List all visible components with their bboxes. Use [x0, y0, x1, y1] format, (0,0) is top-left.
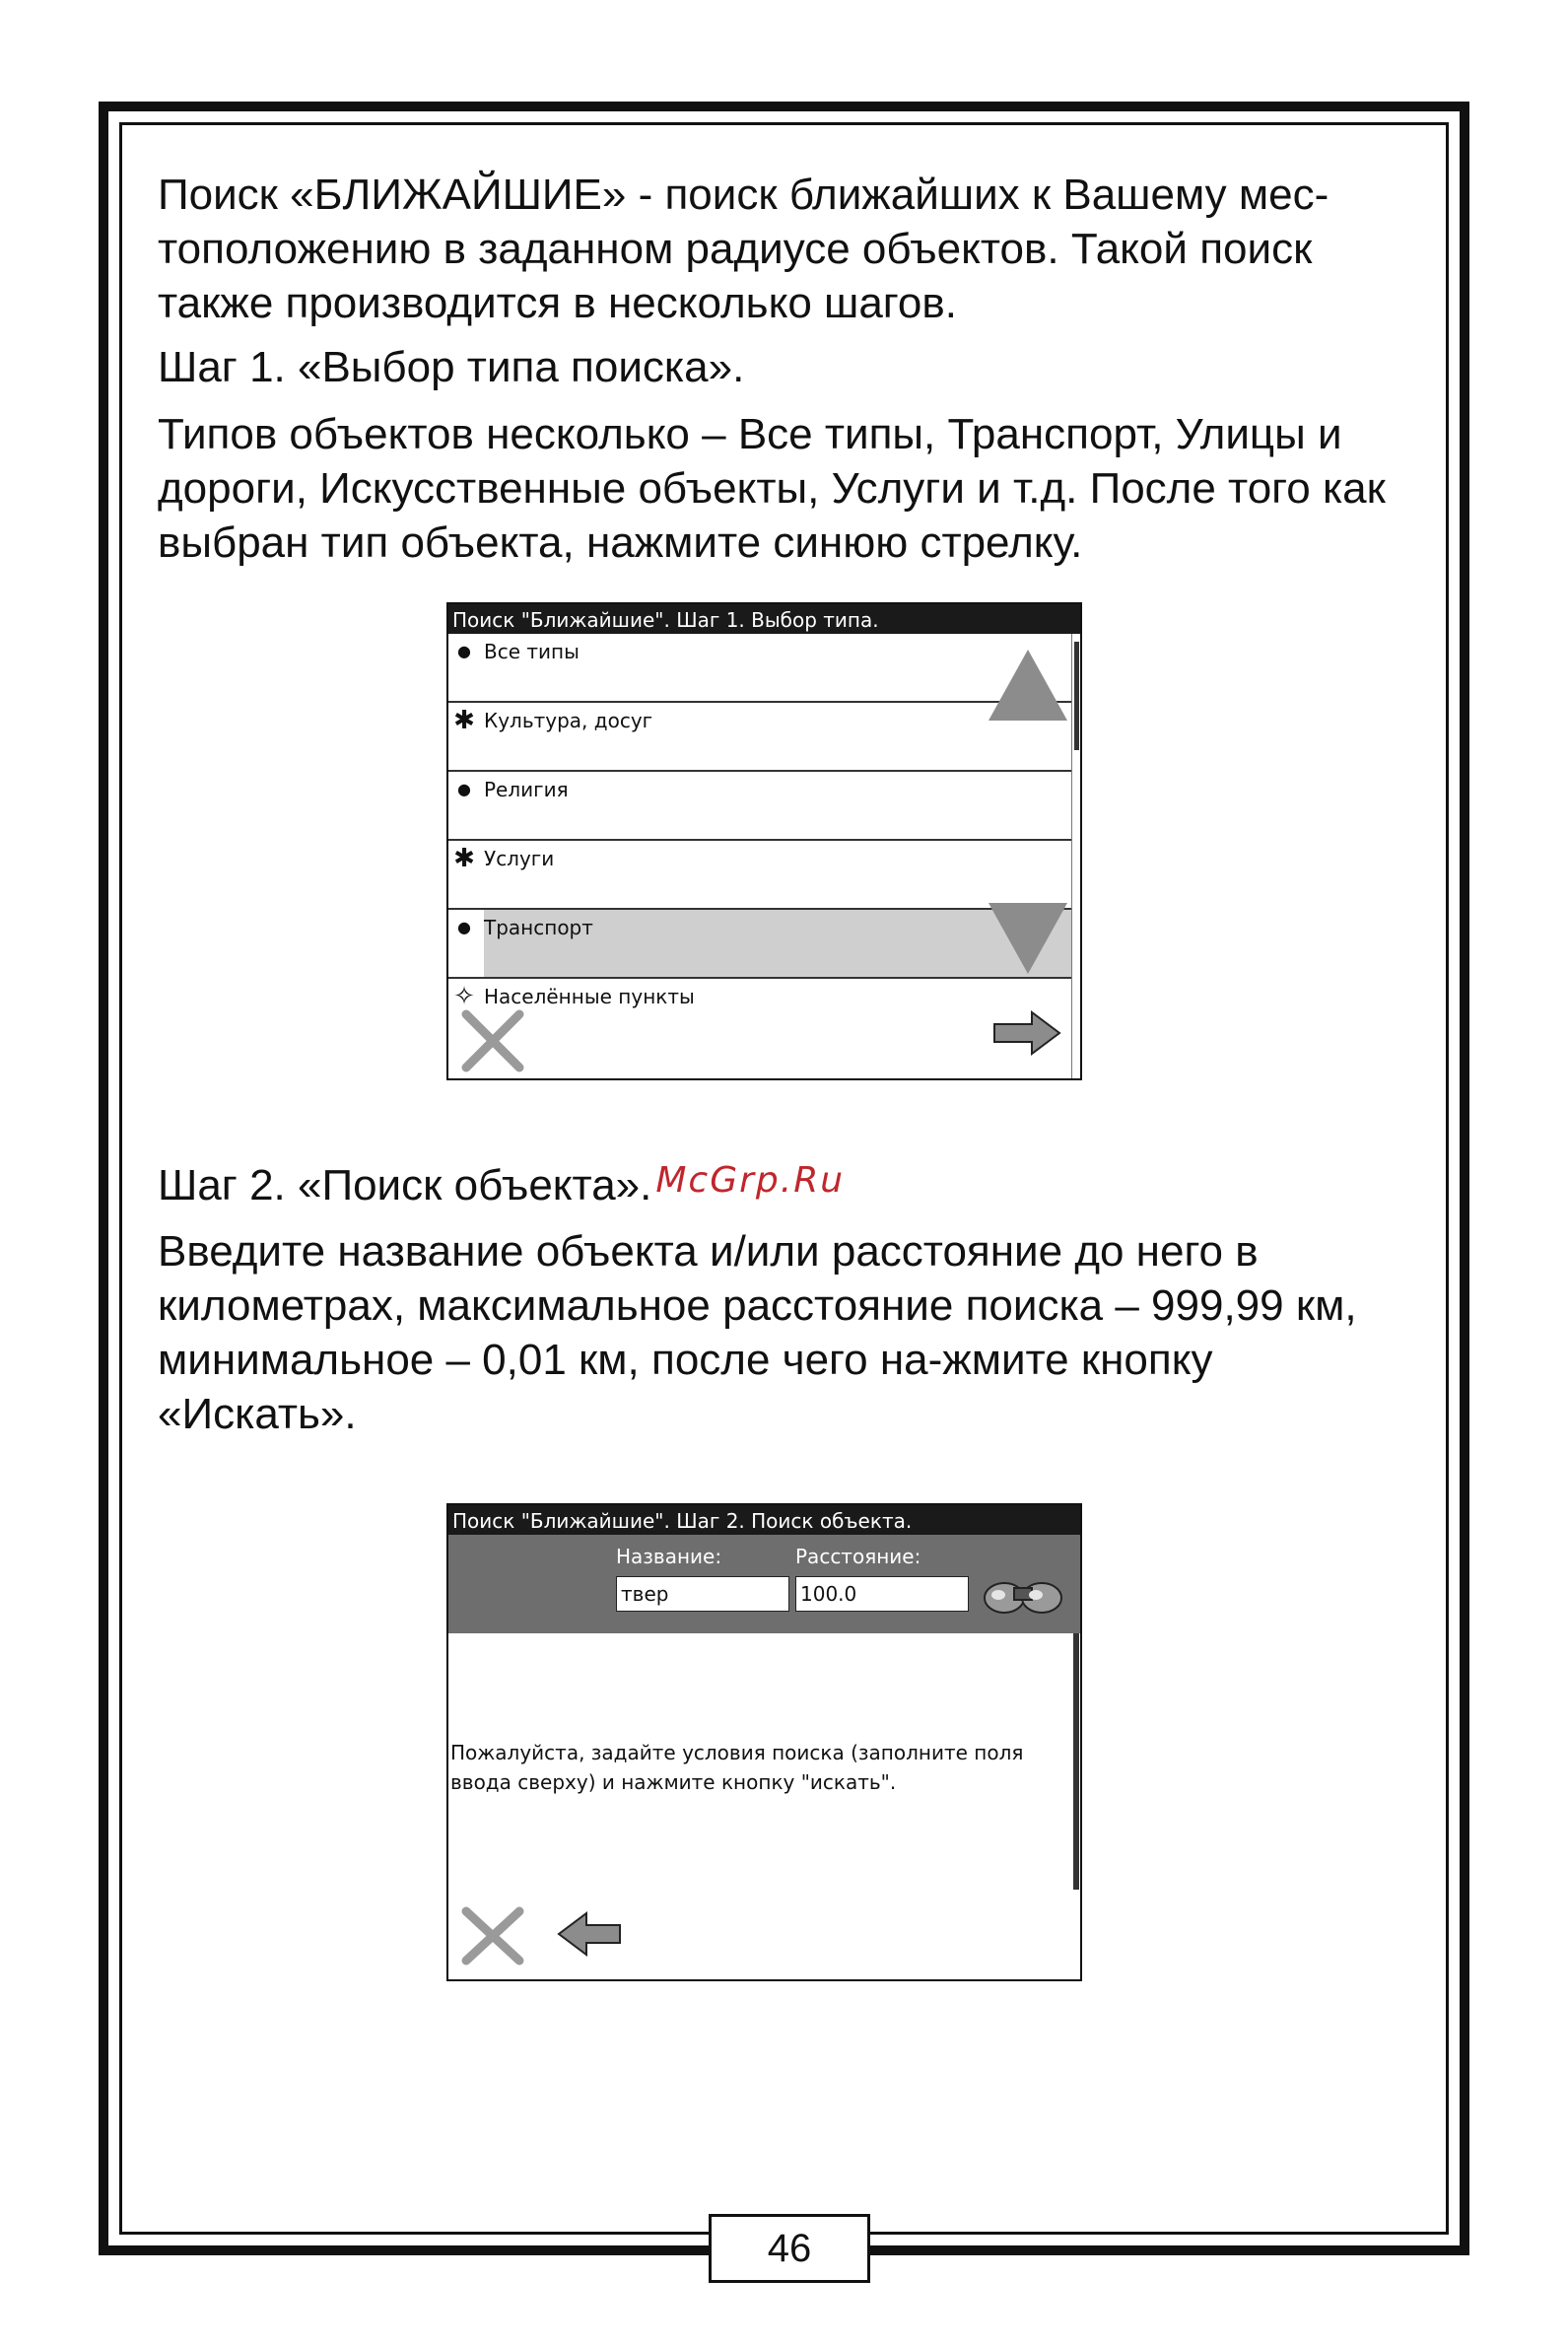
- asterisk-icon: ✱: [453, 706, 475, 735]
- dot-icon: ●: [457, 918, 471, 936]
- type-item-settlements[interactable]: [448, 979, 1071, 1048]
- type-item-services[interactable]: [448, 841, 1071, 910]
- screen-step2: [446, 1503, 1082, 1981]
- page-number: 46: [709, 2214, 870, 2283]
- type-item-label: Все типы: [484, 640, 579, 663]
- screen2-title: Поиск "Ближайшие". Шаг 2. Поиск объекта.: [448, 1505, 1080, 1535]
- step1-heading: Шаг 1. «Выбор типа поиска».: [158, 343, 745, 391]
- type-item-all[interactable]: [448, 634, 1071, 703]
- watermark: McGrp.Ru: [655, 1160, 846, 1201]
- distance-input[interactable]: [795, 1576, 969, 1612]
- scroll-up-arrow-icon[interactable]: [989, 650, 1067, 721]
- scrollbar-thumb[interactable]: [1074, 642, 1079, 750]
- type-item-religion[interactable]: [448, 772, 1071, 841]
- dot-icon: ●: [457, 642, 471, 660]
- search-panel: [448, 1535, 1080, 1633]
- hint-message: Пожалуйста, задайте условия поиска (заполните поля ввода сверху) и нажмите кнопку "искать".: [450, 1741, 1024, 1794]
- step1-text: Типов объектов несколько – Все типы, Транспорт, Улицы и дороги, Искусственные объекты, Услуги и т.д. После того как выбран тип объекта, нажмите синюю стрелку.: [158, 410, 1386, 567]
- type-item-transport[interactable]: [448, 910, 1071, 979]
- scrollbar[interactable]: [1071, 1633, 1081, 1978]
- type-item-label: Религия: [484, 778, 569, 801]
- step2-heading: [158, 1158, 845, 1215]
- screen1-title: Поиск "Ближайшие". Шаг 1. Выбор типа.: [448, 604, 1080, 634]
- distance-label: Расстояние:: [795, 1545, 921, 1568]
- compass-icon: ✧: [453, 982, 475, 1011]
- scroll-down-arrow-icon[interactable]: [989, 903, 1067, 974]
- dot-icon: ●: [457, 780, 471, 798]
- step2-text: Введите название объекта и/или расстояние до него в километрах, максимальное расстояние поиска – 999,99 км, минимальное – 0,01 км, после чего на-жмите кнопку «Искать».: [158, 1227, 1357, 1438]
- binoculars-search-icon[interactable]: [979, 1574, 1067, 1618]
- type-item-label: Услуги: [484, 847, 555, 870]
- asterisk-icon: ✱: [453, 844, 475, 873]
- close-icon[interactable]: [458, 1006, 527, 1075]
- name-input[interactable]: [616, 1576, 789, 1612]
- screen-step1: [446, 602, 1082, 1080]
- intro-paragraph: Поиск «БЛИЖАЙШИЕ» - поиск ближайших к Вашему мес-тоположению в заданном радиусе объектов. Такой поиск также производится в несколько шагов.: [158, 171, 1329, 327]
- type-item-label: Населённые пункты: [484, 985, 695, 1008]
- close-icon[interactable]: [458, 1903, 527, 1968]
- type-item-label: Культура, досуг: [484, 709, 653, 732]
- next-arrow-icon[interactable]: [990, 1008, 1063, 1058]
- back-arrow-icon[interactable]: [555, 1909, 624, 1959]
- step2-heading-text: Шаг 2. «Поиск объекта».: [158, 1161, 652, 1209]
- type-item-culture[interactable]: [448, 703, 1071, 772]
- type-item-label: Транспорт: [484, 916, 593, 939]
- name-label: Название:: [616, 1545, 722, 1568]
- scrollbar[interactable]: [1071, 634, 1082, 1080]
- scrollbar-thumb[interactable]: [1073, 1633, 1079, 1890]
